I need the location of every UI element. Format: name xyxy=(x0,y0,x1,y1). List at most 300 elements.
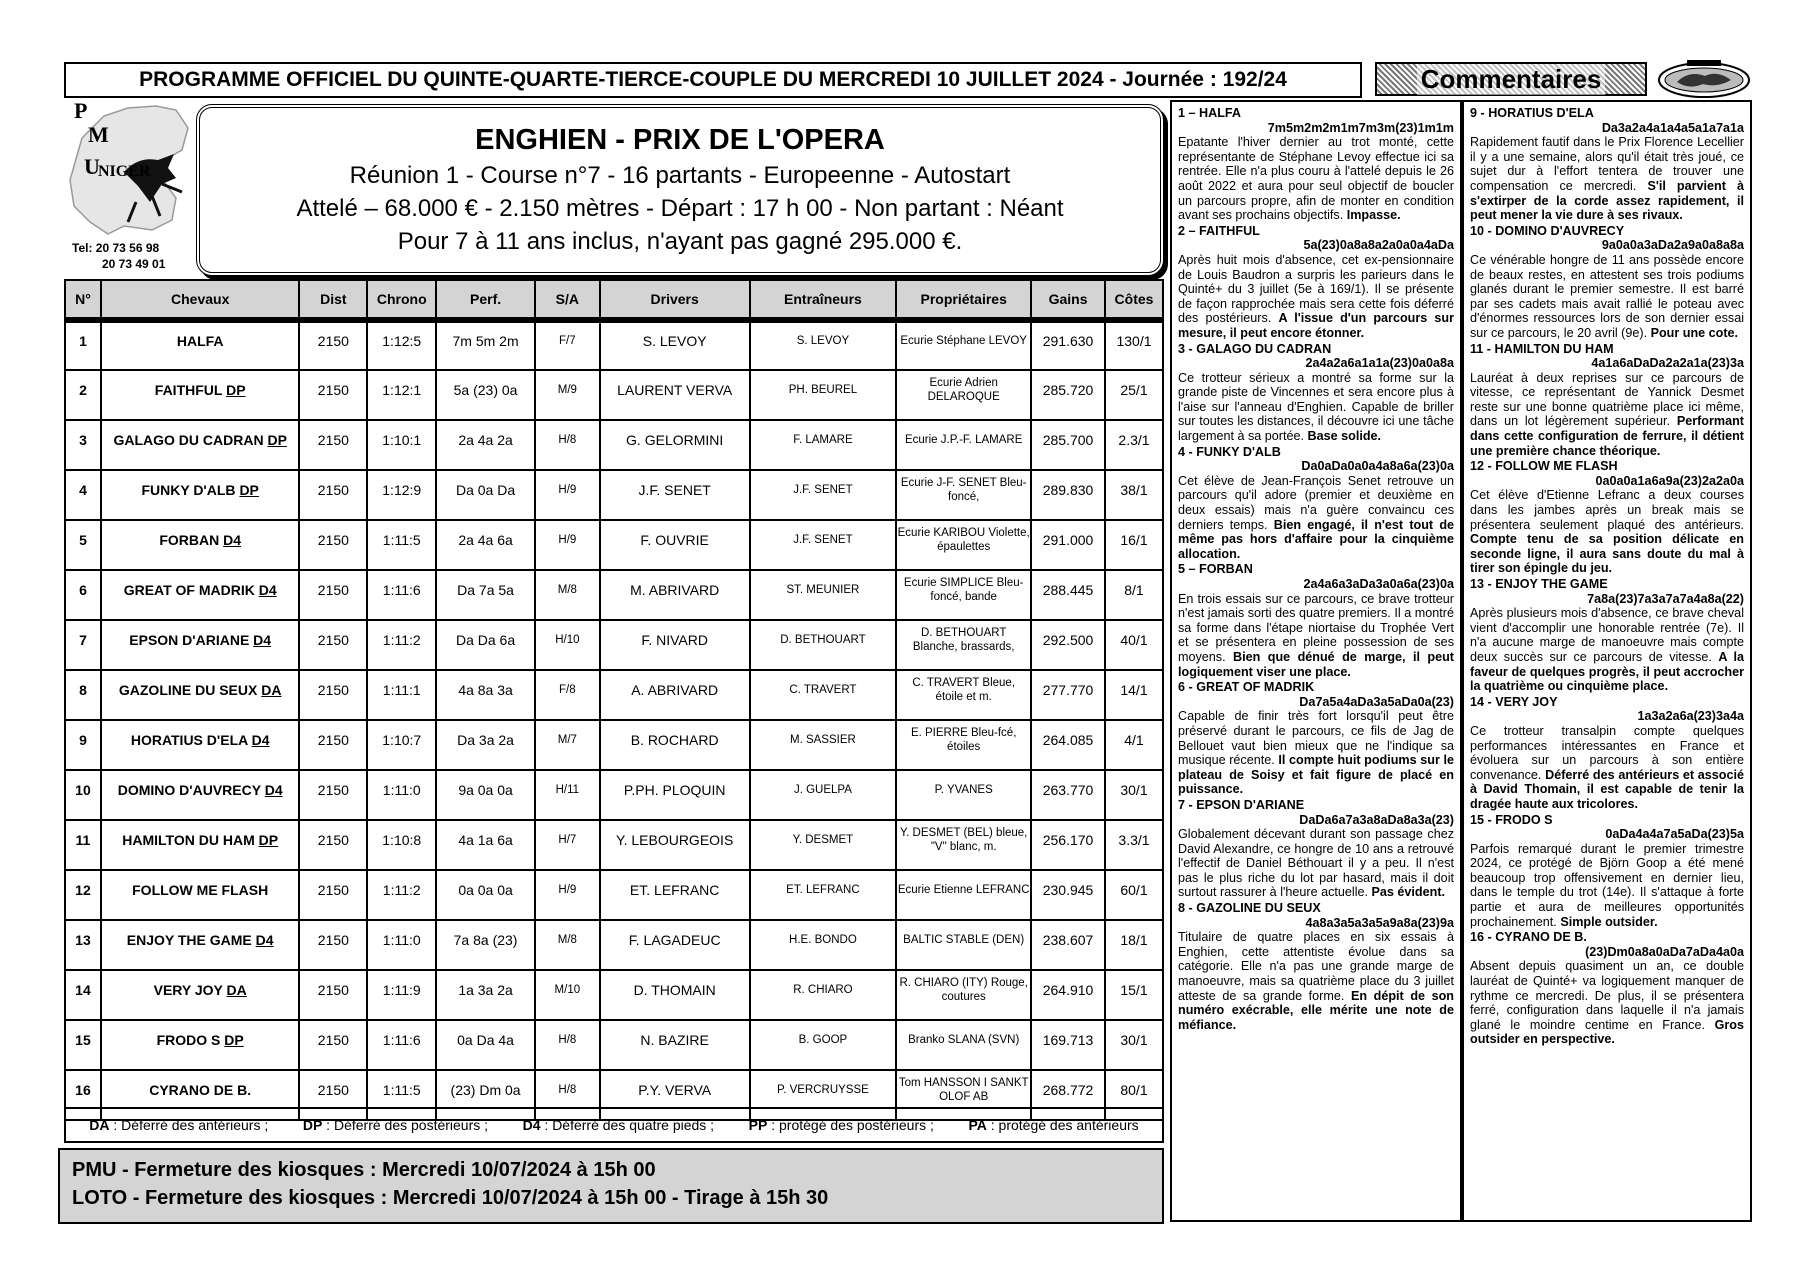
chrono: 1:10:1 xyxy=(367,420,436,470)
driver: N. BAZIRE xyxy=(600,1020,750,1070)
table-row xyxy=(65,470,1163,520)
runner-number: 8 xyxy=(65,670,101,720)
comment-form-history: 2a4a6a3aDa3a0a6a(23)0a xyxy=(1303,577,1454,591)
comment-verdict: Performant dans cette configuration de ferrure, il détient une première chance théorique. xyxy=(1470,414,1744,458)
performance: 7m 5m 2m xyxy=(436,320,535,370)
distance: 2150 xyxy=(299,620,367,670)
driver: J.F. SENET xyxy=(600,470,750,520)
performance: 2a 4a 6a xyxy=(436,520,535,570)
comment-form-history: 2a4a2a6a1a1a(23)0a0a8a xyxy=(1305,356,1454,371)
comment-text: Après huit mois d'absence, cet ex-pensionnaire de Louis Baudron a surpris les parieurs dans le Quinté+ du 3 juillet (5e à 169/1). Il se présente de façon rapprochée mais sera cette fois déferré des postérieurs. xyxy=(1178,252,1454,326)
legend-item xyxy=(523,1117,714,1133)
comments-column-right xyxy=(1462,100,1752,1222)
col-header-trainer: Entraîneurs xyxy=(750,280,897,320)
legend-code: PP xyxy=(748,1117,768,1133)
owner: Ecurie Adrien DELAROQUE xyxy=(896,370,1031,420)
table-row xyxy=(65,570,1163,620)
driver: B. ROCHARD xyxy=(600,720,750,770)
earnings: 238.607 xyxy=(1031,920,1105,970)
chrono: 1:11:1 xyxy=(367,670,436,720)
comment-text: Cet élève d'Etienne Lefranc a deux courses dans les jambes après un break mais se présentera seulement plaqué des antérieurs. xyxy=(1470,488,1744,532)
horse-name: FUNKY D'ALB xyxy=(141,481,236,498)
legend-text: : protégé des antérieurs xyxy=(986,1117,1139,1133)
pmu-niger-badge-icon xyxy=(1657,60,1751,100)
comment-form-history: 0aDa4a4a7a5aDa(23)5a xyxy=(1605,827,1744,842)
pmu-closing-line: PMU - Fermeture des kiosques : Mercredi 10/07/2024 à 15h 00 xyxy=(72,1159,656,1181)
performance: 0a 0a 0a xyxy=(436,870,535,920)
comment-item xyxy=(1470,577,1744,694)
distance: 2150 xyxy=(299,1020,367,1070)
chrono: 1:11:0 xyxy=(367,920,436,970)
race-info-box xyxy=(196,104,1164,276)
horse-name: GREAT OF MADRIK xyxy=(123,581,255,598)
comment-body xyxy=(1178,474,1454,562)
driver: F. NIVARD xyxy=(600,620,750,670)
distance: 2150 xyxy=(299,370,367,420)
comment-form-history: 7a8a(23)7a3a7a7a4a8a(22) xyxy=(1587,591,1744,606)
sex-age: M/10 xyxy=(535,970,600,1020)
comment-form-history: 7m5m2m2m1m7m3m(23)1m1m xyxy=(1267,120,1454,135)
distance: 2150 xyxy=(299,970,367,1020)
logo-letter-m: M xyxy=(88,122,109,147)
logo-word-niger: NIGER xyxy=(98,163,151,180)
odds: 40/1 xyxy=(1105,620,1163,670)
earnings: 230.945 xyxy=(1031,870,1105,920)
runner-number: 16 xyxy=(65,1070,101,1120)
runner-number: 3 xyxy=(65,420,101,470)
comment-body xyxy=(1470,371,1744,459)
driver: P.PH. PLOQUIN xyxy=(600,770,750,820)
comment-text: Cet élève de Jean-François Senet retrouve un parcours qu'il adore (premier et deuxième en deux essais) mais n'a guère convaincu ces derniers temps. xyxy=(1178,473,1454,532)
comment-text: Rapidement fautif dans le Prix Florence Lecellier il y a une semaine, alors qu'il était très joué, ce sujet dur à l'effort tentera de trouver une compensation ce mercredi. xyxy=(1470,135,1744,193)
runner-number: 10 xyxy=(65,770,101,820)
phone-1: Tel: 20 73 56 98 xyxy=(72,241,160,255)
comment-text: Ce trotteur transalpin compte quelques performances intéressantes en France et évoluera sur un parcours à son entière convenance. xyxy=(1470,723,1744,782)
comment-verdict: Compte tenu de sa position délicate en seconde ligne, il aura sans doute du mal à tirer son épingle du jeu. xyxy=(1470,532,1744,576)
horse-name: CYRANO DE B. xyxy=(149,1081,252,1098)
comment-text: Globalement décevant durant son passage chez David Alexandre, ce hongre de 10 ans a retrouvé l'effectif de Daniel Béthouart il y a peu. Il n'est pas le plus riche du lot par hasard, mais il doit surtout rassurer à l'heure actuelle. xyxy=(1178,827,1454,900)
shoeing-legend xyxy=(64,1107,1164,1143)
comment-form-history: Da0aDa0a0a4a8a6a(23)0a xyxy=(1301,459,1454,474)
comment-verdict: Bien engagé, il n'est tout de même pas hors d'affaire pour la cinquième allocation. xyxy=(1178,517,1455,561)
col-header-horse: Chevaux xyxy=(101,280,300,320)
legend-code: PA xyxy=(968,1117,987,1133)
horse-cell xyxy=(101,670,300,720)
comment-body xyxy=(1178,930,1454,1032)
chrono: 1:11:6 xyxy=(367,1020,436,1070)
shoeing-code: DP xyxy=(239,481,259,498)
comment-form-history: 9a0a0a3aDa2a9a0a8a8a xyxy=(1601,238,1744,253)
chrono: 1:11:6 xyxy=(367,570,436,620)
contact-phones xyxy=(72,240,182,272)
comment-item xyxy=(1470,695,1744,812)
odds: 16/1 xyxy=(1105,520,1163,570)
legend-text: : Déferré des antérieurs ; xyxy=(109,1117,269,1133)
runners-table xyxy=(64,279,1164,1121)
horse-name: VERY JOY xyxy=(153,981,223,998)
driver: M. ABRIVARD xyxy=(600,570,750,620)
loto-closing-line: LOTO - Fermeture des kiosques : Mercredi 10/07/2024 à 15h 00 - Tirage à 15h 30 xyxy=(72,1187,829,1209)
chrono: 1:11:2 xyxy=(367,870,436,920)
shoeing-code: DP xyxy=(267,431,287,448)
sex-age: H/9 xyxy=(535,520,600,570)
sex-age: M/9 xyxy=(535,370,600,420)
table-row xyxy=(65,420,1163,470)
comment-body xyxy=(1470,842,1744,930)
comment-verdict: Il compte huit podiums sur le plateau de Soisy et fait figure de placé en puissance. xyxy=(1178,753,1455,797)
comment-body xyxy=(1470,724,1744,812)
comment-form-history: DaDa6a7a3a8aDa8a3a(23) xyxy=(1299,812,1454,827)
owner: C. TRAVERT Bleue, étoile et m. xyxy=(896,670,1031,720)
chrono: 1:12:5 xyxy=(367,320,436,370)
comment-horse: 4 - FUNKY D'ALB xyxy=(1178,444,1281,459)
odds: 25/1 xyxy=(1105,370,1163,420)
horse-name: HALFA xyxy=(176,332,224,349)
legend-item xyxy=(89,1117,268,1133)
race-title: ENGHIEN - PRIX DE L'OPERA xyxy=(475,124,885,156)
earnings: 285.700 xyxy=(1031,420,1105,470)
col-header-perf: Perf. xyxy=(436,280,535,320)
distance: 2150 xyxy=(299,320,367,370)
comment-item xyxy=(1470,106,1744,223)
comment-verdict: S'il parvient à s'extirper de la corde assez rapidement, il peut mener la vie dure à ses rivaux. xyxy=(1470,178,1745,223)
odds: 60/1 xyxy=(1105,870,1163,920)
distance: 2150 xyxy=(299,670,367,720)
comment-item xyxy=(1178,798,1454,900)
driver: Y. LEBOURGEOIS xyxy=(600,820,750,870)
comment-horse: 6 - GREAT OF MADRIK xyxy=(1178,680,1315,695)
performance: 0a Da 4a xyxy=(436,1020,535,1070)
horse-name: EPSON D'ARIANE xyxy=(129,631,250,648)
odds: 8/1 xyxy=(1105,570,1163,620)
comment-body xyxy=(1178,253,1454,341)
performance: Da 3a 2a xyxy=(436,720,535,770)
horse-name: DOMINO D'AUVRECY xyxy=(117,781,261,798)
performance: 1a 3a 2a xyxy=(436,970,535,1020)
comment-form-history: Da3a2a4a1a4a5a1a7a1a xyxy=(1601,120,1744,135)
trainer: P. VERCRUYSSE xyxy=(750,1070,897,1120)
shoeing-code: D4 xyxy=(223,531,242,548)
comment-body xyxy=(1470,606,1744,694)
shoeing-code: D4 xyxy=(258,581,277,598)
comment-body xyxy=(1470,959,1744,1047)
sex-age: M/7 xyxy=(535,720,600,770)
earnings: 268.772 xyxy=(1031,1070,1105,1120)
performance: 4a 8a 3a xyxy=(436,670,535,720)
chrono: 1:11:5 xyxy=(367,1070,436,1120)
table-header-row xyxy=(65,280,1163,320)
runner-number: 11 xyxy=(65,820,101,870)
comment-item xyxy=(1470,459,1744,576)
performance: 7a 8a (23) xyxy=(436,920,535,970)
shoeing-code: D4 xyxy=(253,631,272,648)
sex-age: M/8 xyxy=(535,920,600,970)
table-row xyxy=(65,770,1163,820)
runner-number: 2 xyxy=(65,370,101,420)
sex-age: H/8 xyxy=(535,1020,600,1070)
legend-code: DP xyxy=(302,1117,323,1133)
distance: 2150 xyxy=(299,420,367,470)
comment-verdict: En dépit de son numéro exécrable, elle mérite une note de méfiance. xyxy=(1178,988,1454,1032)
odds: 3.3/1 xyxy=(1105,820,1163,870)
horse-name: FORBAN xyxy=(159,531,220,548)
earnings: 264.085 xyxy=(1031,720,1105,770)
owner: R. CHIARO (ITY) Rouge, coutures xyxy=(896,970,1031,1020)
chrono: 1:12:1 xyxy=(367,370,436,420)
runner-number: 15 xyxy=(65,1020,101,1070)
owner: Y. DESMET (BEL) bleue, "V" blanc, m. xyxy=(896,820,1031,870)
logo-letter-p: P xyxy=(74,98,88,123)
comment-horse: 8 - GAZOLINE DU SEUX xyxy=(1178,901,1321,916)
trainer: J.F. SENET xyxy=(750,470,897,520)
comment-horse: 10 - DOMINO D'AUVRECY xyxy=(1470,223,1625,238)
trainer: H.E. BONDO xyxy=(750,920,897,970)
comments-header xyxy=(1375,62,1647,96)
odds: 30/1 xyxy=(1105,770,1163,820)
chrono: 1:12:9 xyxy=(367,470,436,520)
owner: Ecurie SIMPLICE Bleu-foncé, bande xyxy=(896,570,1031,620)
owner: D. BETHOUART Blanche, brassards, xyxy=(896,620,1031,670)
comment-item xyxy=(1470,930,1744,1047)
horse-cell xyxy=(101,520,300,570)
legend-text: : protégé des postérieurs ; xyxy=(767,1117,934,1133)
table-row xyxy=(65,320,1163,370)
trainer: B. GOOP xyxy=(750,1020,897,1070)
performance: 4a 1a 6a xyxy=(436,820,535,870)
earnings: 277.770 xyxy=(1031,670,1105,720)
trainer: S. LEVOY xyxy=(750,320,897,370)
logo-letter-u: U xyxy=(84,154,100,179)
sex-age: F/7 xyxy=(535,320,600,370)
comment-horse: 16 - CYRANO DE B. xyxy=(1470,930,1587,945)
comment-verdict: A la faveur de quelques progrès, il peut accrocher la quatrième ou cinquième place. xyxy=(1470,649,1744,694)
comment-text: Lauréat à deux reprises sur ce parcours de vitesse, ce représentant de Yannick Desmet reste sur une bonne quatrième place ici même, dans un lot légèrement supérieur. xyxy=(1470,370,1744,429)
comment-horse: 1 – HALFA xyxy=(1178,106,1241,120)
odds: 2.3/1 xyxy=(1105,420,1163,470)
sex-age: F/8 xyxy=(535,670,600,720)
earnings: 291.630 xyxy=(1031,320,1105,370)
distance: 2150 xyxy=(299,820,367,870)
shoeing-code: D4 xyxy=(251,731,270,748)
distance: 2150 xyxy=(299,870,367,920)
runner-number: 1 xyxy=(65,320,101,370)
horse-cell xyxy=(101,970,300,1020)
col-header-gains: Gains xyxy=(1031,280,1105,320)
comment-horse: 2 – FAITHFUL xyxy=(1178,223,1260,238)
earnings: 292.500 xyxy=(1031,620,1105,670)
col-header-num: N° xyxy=(65,280,101,320)
kiosk-closing-box xyxy=(58,1148,1164,1224)
comment-horse: 13 - ENJOY THE GAME xyxy=(1470,577,1608,591)
driver: F. LAGADEUC xyxy=(600,920,750,970)
odds: 15/1 xyxy=(1105,970,1163,1020)
owner: E. PIERRE Bleu-fcé, étoiles xyxy=(896,720,1031,770)
comment-text: Absent depuis quasiment un an, ce double lauréat de Quinté+ va logiquement manquer de rythme ce mercredi. De plus, il se présentera ferré, configuration dans laquelle il n'a jamais glané le moindre centime en France. xyxy=(1470,959,1744,1032)
comment-item xyxy=(1470,813,1744,930)
program-title: PROGRAMME OFFICIEL DU QUINTE-QUARTE-TIERCE-COUPLE DU MERCREDI 10 JUILLET 2024 - Journée : 192/24 xyxy=(64,62,1362,98)
comment-body xyxy=(1470,253,1744,341)
comment-item xyxy=(1178,562,1454,679)
shoeing-code: D4 xyxy=(255,931,274,948)
owner: BALTIC STABLE (DEN) xyxy=(896,920,1031,970)
horse-cell xyxy=(101,320,300,370)
comment-horse: 9 - HORATIUS D'ELA xyxy=(1470,106,1594,120)
driver: P.Y. VERVA xyxy=(600,1070,750,1120)
comment-form-history: 5a(23)0a8a8a2a0a0a4aDa xyxy=(1303,238,1454,253)
horse-cell xyxy=(101,620,300,670)
pmu-niger-logo xyxy=(64,98,196,248)
sex-age: H/8 xyxy=(535,1070,600,1120)
comment-form-history: 4a1a6aDaDa2a2a1a(23)3a xyxy=(1591,356,1744,371)
table-row xyxy=(65,520,1163,570)
owner: Ecurie Stéphane LEVOY xyxy=(896,320,1031,370)
comment-text: Capable de finir très fort lorsqu'il peut être préservé durant le parcours, ce fils de Jag de Bellouet vaut bien mieux que ne l'indique sa musique récente. xyxy=(1178,709,1454,768)
comment-text: Titulaire de quatre places en six essais à Enghien, cette attentiste évolue dans sa catégorie. Elle n'a pas une grande marge de manoeuvre, mais sa quatrième place du 3 juillet atteste de sa grande forme. xyxy=(1178,930,1454,1003)
comment-body xyxy=(1178,592,1454,680)
comment-item xyxy=(1178,106,1454,223)
owner: Ecurie Etienne LEFRANC xyxy=(896,870,1031,920)
comment-verdict: Base solide. xyxy=(1307,429,1382,444)
comment-horse: 15 - FRODO S xyxy=(1470,812,1553,827)
legend-code: DA xyxy=(89,1117,110,1133)
odds: 38/1 xyxy=(1105,470,1163,520)
chrono: 1:11:9 xyxy=(367,970,436,1020)
odds: 4/1 xyxy=(1105,720,1163,770)
comment-form-history: 1a3a2a6a(23)3a4a xyxy=(1637,709,1744,724)
trainer: F. LAMARE xyxy=(750,420,897,470)
comment-item xyxy=(1178,342,1454,444)
driver: LAURENT VERVA xyxy=(600,370,750,420)
horse-name: FAITHFUL xyxy=(154,381,223,398)
distance: 2150 xyxy=(299,770,367,820)
comment-body xyxy=(1470,135,1744,223)
comment-item xyxy=(1178,680,1454,797)
comment-body xyxy=(1178,709,1454,797)
comment-text: Epatante l'hiver dernier au trot monté, cette représentante de Stéphane Levoy effectue ici sa rentrée. Elle n'a plus couru à l'attelé depuis le 26 août 2022 et aura pour seul objectif de boucler un parcours propre, afin de monter en condition avant ses prochains objectifs. xyxy=(1178,135,1454,223)
earnings: 256.170 xyxy=(1031,820,1105,870)
comment-verdict: Pour une cote. xyxy=(1650,325,1739,340)
comment-text: En trois essais sur ce parcours, ce brave trotteur n'est jamais sorti des quatre premiers. Il a montré sa forme dans l'étape niortaise du Trophée Vert et se présentera en pleine possession de ses moyens. xyxy=(1178,591,1454,664)
comment-verdict: A l'issue d'un parcours sur mesure, il peut encore étonner. xyxy=(1178,311,1455,340)
legend-item xyxy=(968,1117,1138,1133)
trainer: ET. LEFRANC xyxy=(750,870,897,920)
table-row xyxy=(65,1020,1163,1070)
owner: Branko SLANA (SVN) xyxy=(896,1020,1031,1070)
runner-number: 6 xyxy=(65,570,101,620)
niger-map-icon xyxy=(64,98,196,248)
legend-item xyxy=(749,1117,934,1133)
table-row xyxy=(65,620,1163,670)
distance: 2150 xyxy=(299,1070,367,1120)
col-header-owner: Propriétaires xyxy=(896,280,1031,320)
runner-number: 4 xyxy=(65,470,101,520)
comments-column-left xyxy=(1170,100,1462,1222)
driver: F. OUVRIE xyxy=(600,520,750,570)
phone-2: 20 73 49 01 xyxy=(102,257,166,271)
performance: Da Da 6a xyxy=(436,620,535,670)
horse-name: ENJOY THE GAME xyxy=(126,931,252,948)
performance: 5a (23) 0a xyxy=(436,370,535,420)
sex-age: M/8 xyxy=(535,570,600,620)
odds: 30/1 xyxy=(1105,1020,1163,1070)
comment-text: Parfois remarqué durant le premier trimestre 2024, ce protégé de Björn Goop a été mené beaucoup trop offensivement en dernier lieu, dans le temple du trot (14e). Il s'attaque à forte partie et aura de meilleures opportunités prochainement. xyxy=(1470,841,1744,929)
comment-horse: 3 - GALAGO DU CADRAN xyxy=(1178,341,1332,356)
sex-age: H/8 xyxy=(535,420,600,470)
runner-number: 9 xyxy=(65,720,101,770)
performance: 9a 0a 0a xyxy=(436,770,535,820)
distance: 2150 xyxy=(299,920,367,970)
comment-horse: 5 – FORBAN xyxy=(1178,562,1253,577)
race-conditions-line: Attelé – 68.000 € - 2.150 mètres - Départ : 17 h 00 - Non partant : Néant xyxy=(296,195,1064,222)
horse-name: GAZOLINE DU SEUX xyxy=(118,681,258,698)
owner: Ecurie J.P.-F. LAMARE xyxy=(896,420,1031,470)
comment-verdict: Simple outsider. xyxy=(1560,914,1658,929)
sex-age: H/11 xyxy=(535,770,600,820)
legend-text: : Déferré des postérieurs ; xyxy=(322,1117,489,1133)
chrono: 1:11:5 xyxy=(367,520,436,570)
driver: ET. LEFRANC xyxy=(600,870,750,920)
earnings: 288.445 xyxy=(1031,570,1105,620)
horse-name: FOLLOW ME FLASH xyxy=(132,881,269,898)
col-header-chrono: Chrono xyxy=(367,280,436,320)
comment-body xyxy=(1470,488,1744,576)
table-row xyxy=(65,370,1163,420)
comment-form-history: (23)Dm0a8a0aDa7aDa4a0a xyxy=(1585,944,1744,959)
performance: (23) Dm 0a xyxy=(436,1070,535,1120)
driver: G. GELORMINI xyxy=(600,420,750,470)
col-header-odds: Côtes xyxy=(1105,280,1163,320)
runner-number: 7 xyxy=(65,620,101,670)
odds: 130/1 xyxy=(1105,320,1163,370)
earnings: 291.000 xyxy=(1031,520,1105,570)
comment-item xyxy=(1178,445,1454,562)
comment-body xyxy=(1178,135,1454,223)
horse-cell xyxy=(101,470,300,520)
table-row xyxy=(65,720,1163,770)
trainer: M. SASSIER xyxy=(750,720,897,770)
driver: S. LEVOY xyxy=(600,320,750,370)
performance: Da 0a Da xyxy=(436,470,535,520)
earnings: 169.713 xyxy=(1031,1020,1105,1070)
comment-body xyxy=(1178,827,1454,900)
horse-name: GALAGO DU CADRAN xyxy=(113,431,264,448)
horse-name: FRODO S xyxy=(156,1031,221,1048)
comment-horse: 14 - VERY JOY xyxy=(1470,694,1558,709)
distance: 2150 xyxy=(299,570,367,620)
comment-item xyxy=(1470,224,1744,341)
shoeing-code: DP xyxy=(226,381,246,398)
owner: Tom HANSSON I SANKT OLOF AB xyxy=(896,1070,1031,1120)
chrono: 1:11:0 xyxy=(367,770,436,820)
shoeing-code: DP xyxy=(258,831,279,848)
comment-text: Après plusieurs mois d'absence, ce brave cheval vient d'accomplir une honorable rentrée (7e). Il n'a aucune marge de manoeuvre mais compte deux succès sur ce parcours de vitesse. xyxy=(1470,606,1744,664)
runner-number: 5 xyxy=(65,520,101,570)
horse-cell xyxy=(101,720,300,770)
earnings: 289.830 xyxy=(1031,470,1105,520)
distance: 2150 xyxy=(299,720,367,770)
trainer: PH. BEUREL xyxy=(750,370,897,420)
comments-title: Commentaires xyxy=(1417,64,1606,95)
owner: Ecurie J-F. SENET Bleu-foncé, xyxy=(896,470,1031,520)
col-header-dist: Dist xyxy=(299,280,367,320)
table-row xyxy=(65,820,1163,870)
legend-item xyxy=(303,1117,488,1133)
sex-age: H/9 xyxy=(535,870,600,920)
comment-text: Ce vénérable hongre de 11 ans possède encore de beaux restes, en attestent ses trois podiums glanés durant le premier semestre. Il est barré par ses cadets mais avait rallié le poteau avec d'énormes ressources lors de son dernier essai sur ce parcours, le 20 avril (9e). xyxy=(1470,252,1744,340)
comment-horse: 12 - FOLLOW ME FLASH xyxy=(1470,459,1618,474)
race-eligibility-line: Pour 7 à 11 ans inclus, n'ayant pas gagné 295.000 €. xyxy=(397,228,963,255)
runner-number: 14 xyxy=(65,970,101,1020)
